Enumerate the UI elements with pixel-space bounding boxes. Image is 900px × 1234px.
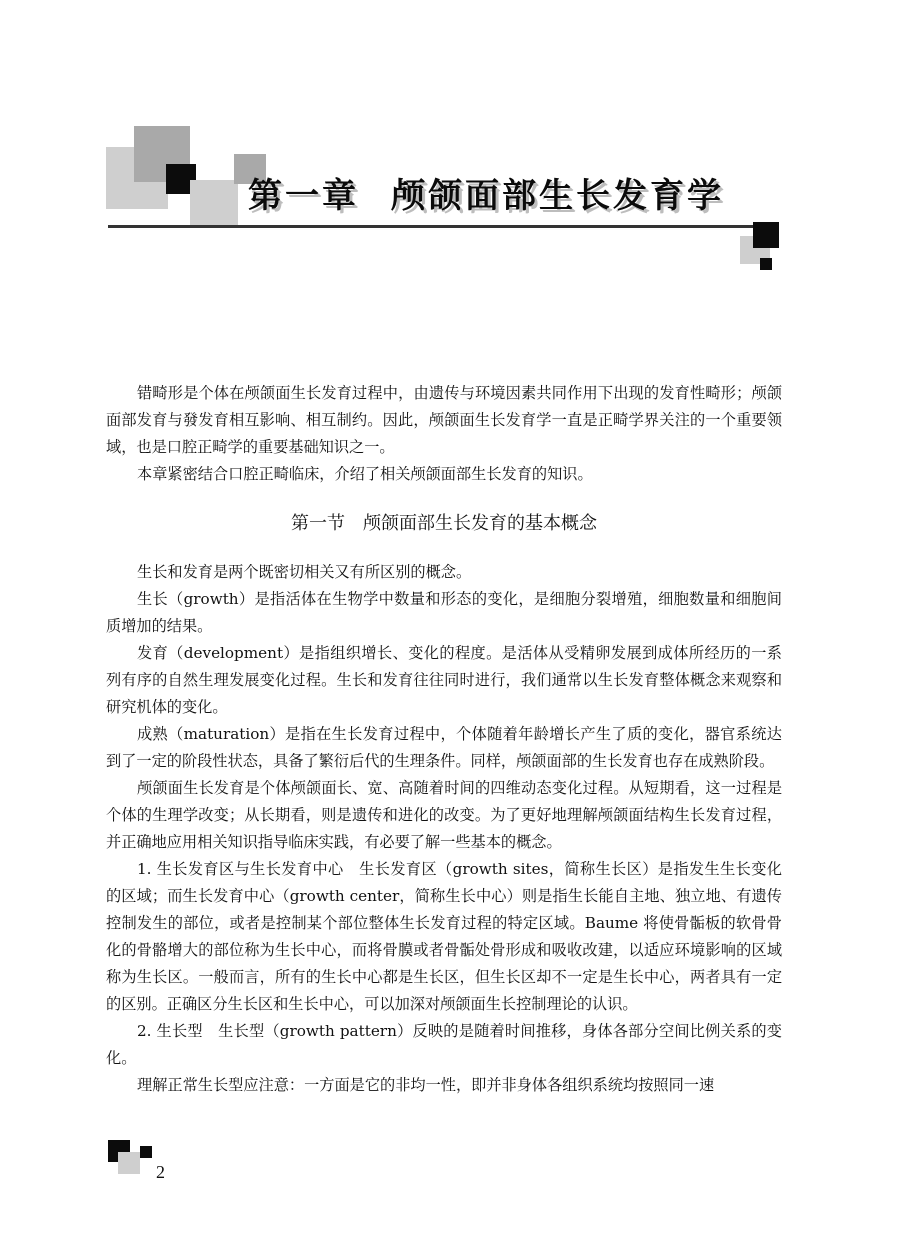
body-paragraph: 发育（development）是指组织增长、变化的程度。是活体从受精卵发展到成体所经历的一系列有序的自然生理发展变化过程。生长和发育往往同时进行，我们通常以生长发育整体概念来观察和研究机体的变化。 bbox=[106, 644, 782, 716]
chapter-title bbox=[248, 168, 724, 217]
body-paragraph: 成熟（maturation）是指在生长发育过程中，个体随着年龄增长产生了质的变化，器官系统达到了一定的阶段性状态，具备了繁衍后代的生理条件。同样，颅颌面部的生长发育也存在成熟阶段。 bbox=[106, 725, 782, 770]
intro-paragraph: 本章紧密结合口腔正畸临床，介绍了相关颅颌面部生长发育的知识。 bbox=[137, 465, 593, 483]
decor-square bbox=[190, 180, 238, 226]
decor-square bbox=[140, 1146, 152, 1158]
chapter-number: 第一章 bbox=[248, 176, 359, 216]
body-paragraph: 生长和发育是两个既密切相关又有所区别的概念。 bbox=[137, 563, 472, 581]
body-paragraph: 1. 生长发育区与生长发育中心 生长发育区（growth sites，简称生长区）是指发生生长变化的区域；而生长发育中心（growth center，简称生长中心）则是指生长能自主地、独立地、有遗传控制发生的部位，或者是控制某个部位整体生长发育过程的特定区域。Baume 将使骨骺板的软骨骨化的骨骼增大的部位称为生长中心，而将骨膜或者骨骺处骨形成和吸收改建，以适应环境影响的区域称为生长区。一般而言，所有的生长中心都是生长区，但生长区却不一定是生长中心，两者具有一定的区别。正确区分生长区和生长中心，可以加深对颅颌面生长控制理论的认识。 bbox=[106, 860, 782, 1013]
section-number: 第一节 bbox=[291, 513, 345, 534]
header-rule bbox=[108, 225, 776, 228]
section-title bbox=[106, 510, 782, 537]
body-paragraph: 颅颌面生长发育是个体颅颌面长、宽、高随着时间的四维动态变化过程。从短期看，这一过程是个体的生理学改变；从长期看，则是遗传和进化的改变。为了更好地理解颅颌面结构生长发育过程，并正确地应用相关知识指导临床实践，有必要了解一些基本的概念。 bbox=[106, 779, 782, 851]
body-paragraph: 生长（growth）是指活体在生物学中数量和形态的变化，是细胞分裂增殖，细胞数量和细胞间质增加的结果。 bbox=[106, 590, 782, 635]
decor-square bbox=[118, 1152, 140, 1174]
body-paragraph: 2. 生长型 生长型（growth pattern）反映的是随着时间推移，身体各部分空间比例关系的变化。 bbox=[106, 1022, 782, 1067]
chapter-name: 颅颌面部生长发育学 bbox=[391, 176, 724, 216]
body-paragraph: 理解正常生长型应注意：一方面是它的非均一性，即并非身体各组织系统均按照同一速 bbox=[137, 1076, 715, 1094]
decor-square bbox=[760, 258, 772, 270]
decor-square bbox=[753, 222, 779, 248]
page-body bbox=[106, 380, 782, 1099]
page-number: 2 bbox=[156, 1162, 165, 1182]
intro-paragraph: 错畸形是个体在颅颌面生长发育过程中，由遗传与环境因素共同作用下出现的发育性畸形；颅颌面部发育与發发育相互影响、相互制约。因此，颅颌面生长发育学一直是正畸学界关注的一个重要领域，也是口腔正畸学的重要基础知识之一。 bbox=[106, 384, 782, 456]
section-name: 颅颌面部生长发育的基本概念 bbox=[363, 513, 597, 534]
